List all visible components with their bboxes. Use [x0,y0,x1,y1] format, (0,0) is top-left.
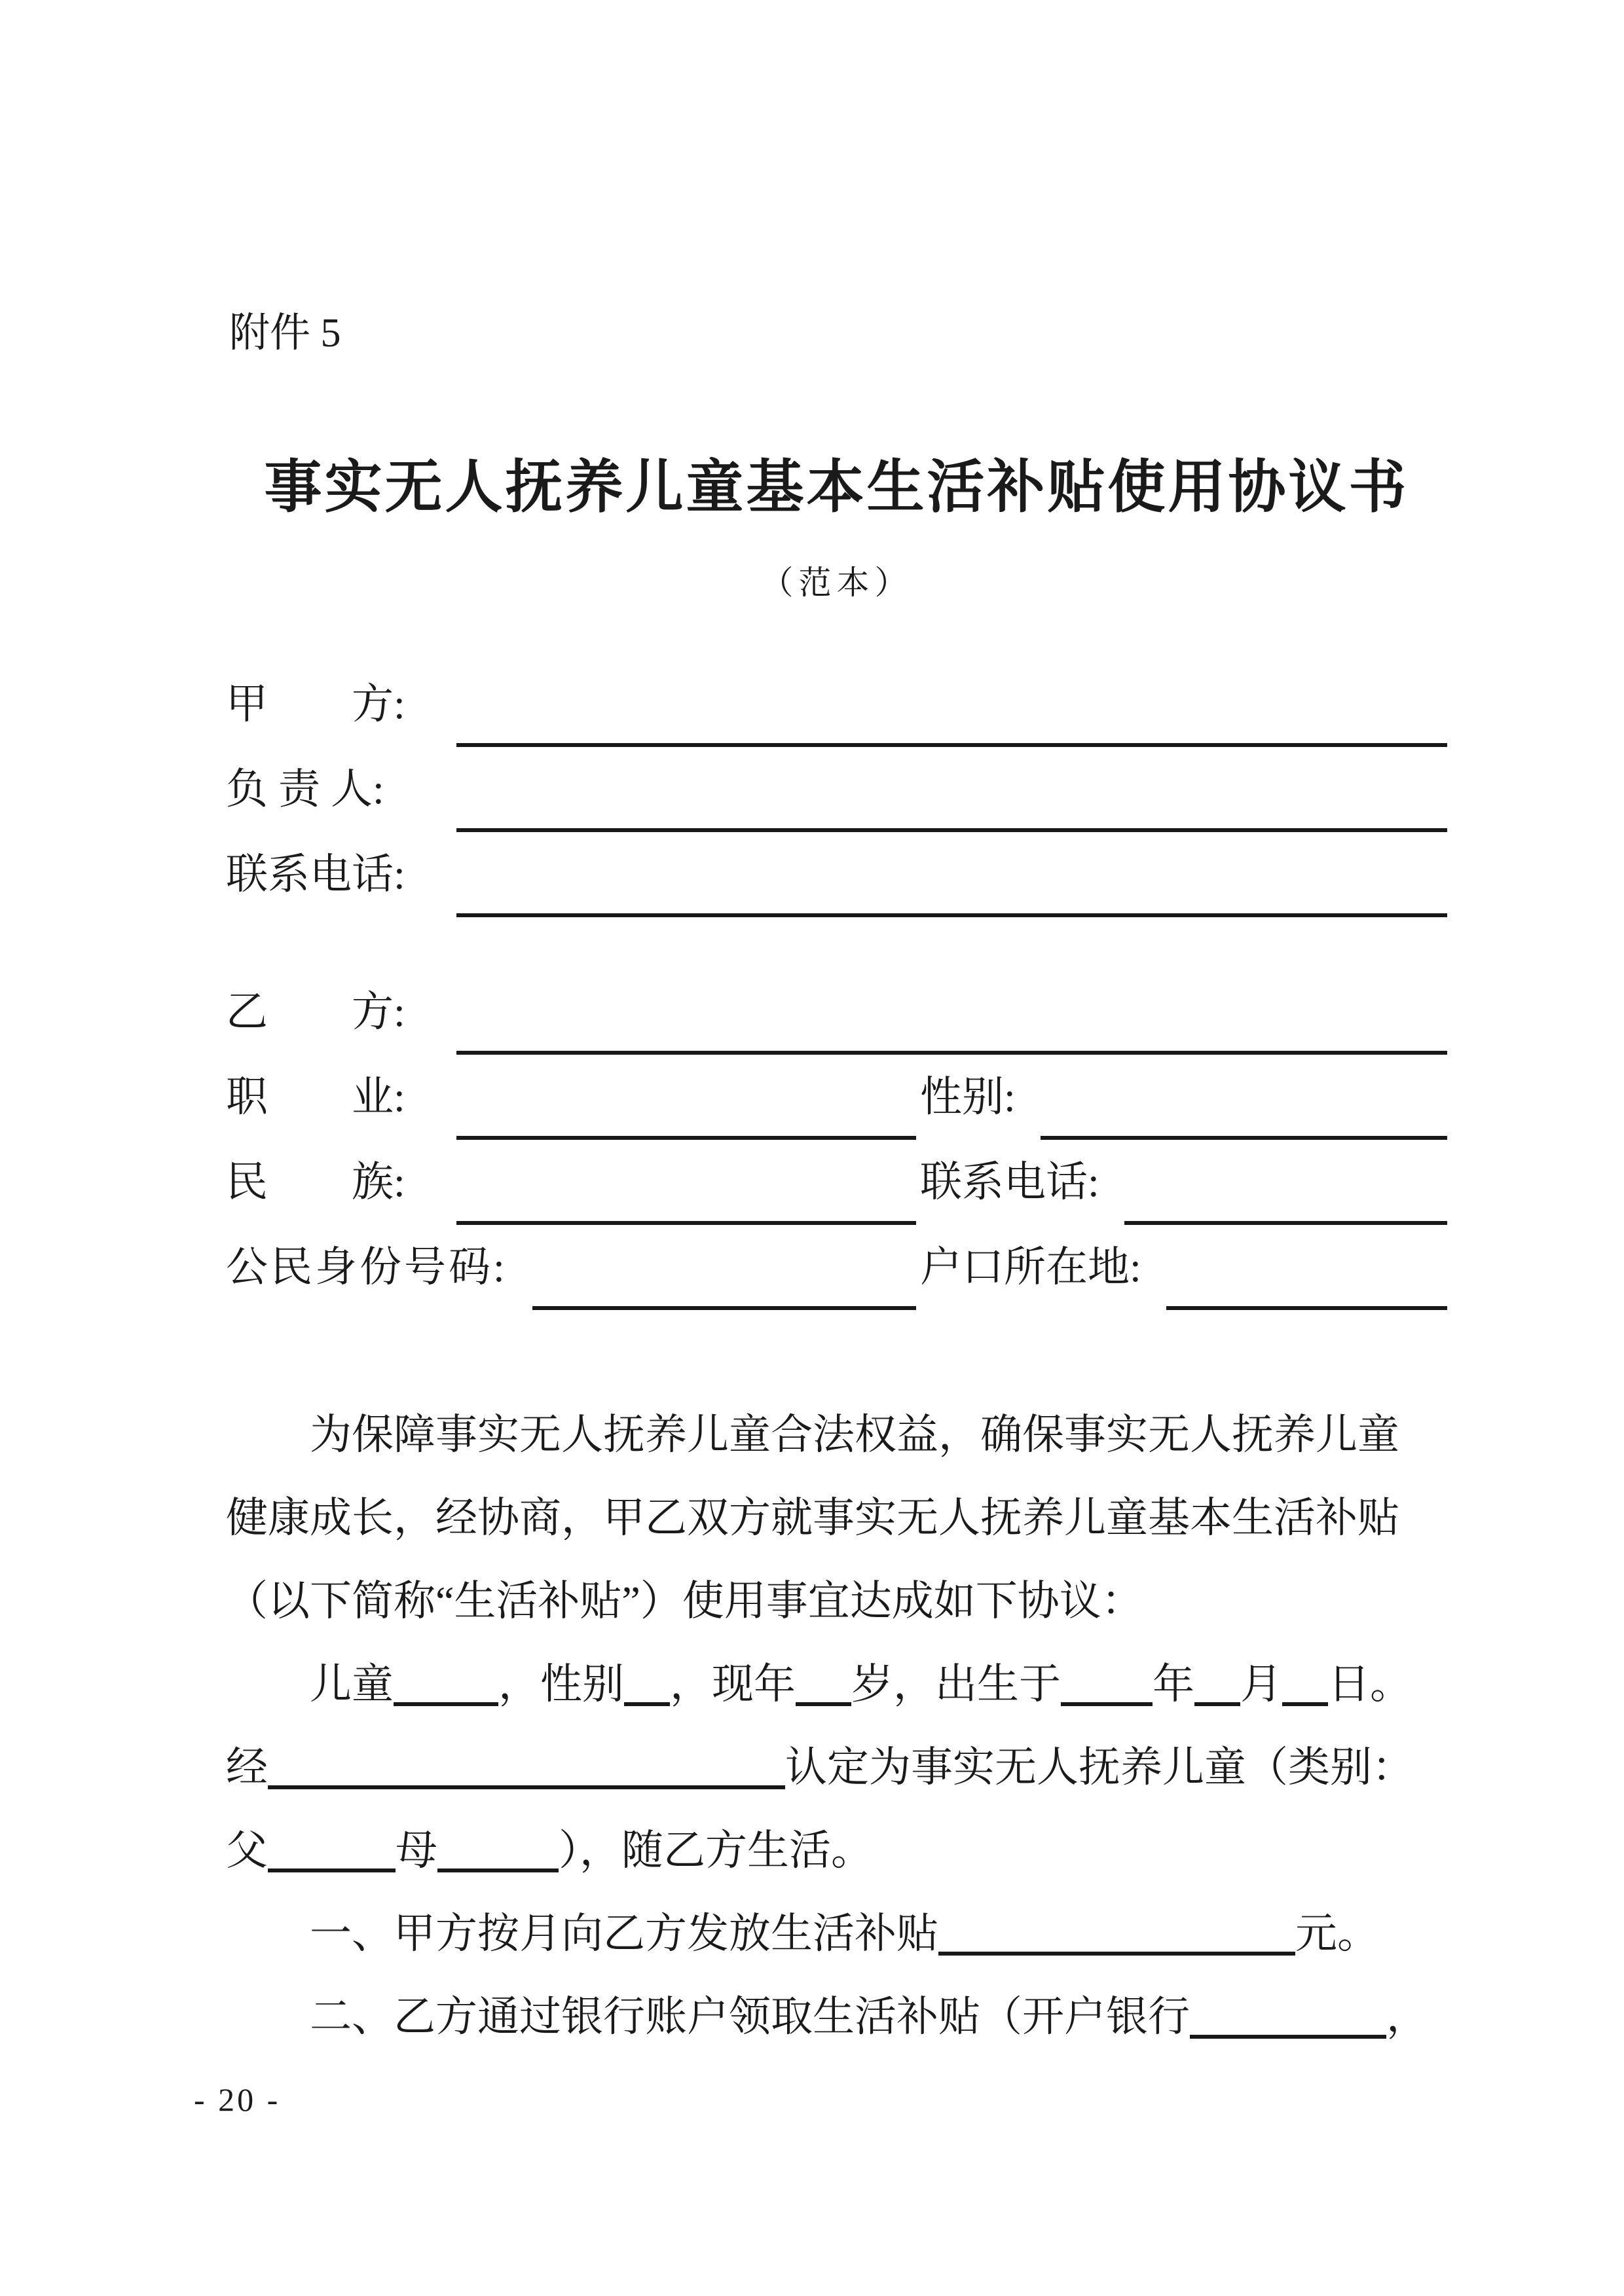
field-label-party-b: 乙 方: [226,989,405,1035]
field-label-contact-phone-a: 联系电话: [226,851,405,898]
fill-in-blank-line [456,828,1447,832]
fill-in-blank-line [1194,1666,1240,1706]
fill-in-blank-line [1166,1306,1447,1310]
text-run: ，性别 [498,1661,624,1707]
field-label-ethnicity: 民 族: [226,1159,405,1205]
text-run: 认定为事实无人抚养儿童（类别： [785,1744,1414,1791]
text-run: ，现年 [670,1661,796,1707]
party-a-fields [226,680,1447,936]
text-run: 二、乙方通过银行账户领取生活补贴（开户银行 [310,1994,1190,2040]
field-label-citizen-id: 公民身份号码: [226,1244,507,1290]
attachment-label: 附件 5 [229,311,341,355]
fill-in-blank-line [456,743,1447,747]
field-label-party-a: 甲 方: [226,681,405,727]
field-row-responsible-person [226,765,1447,832]
fill-in-blank-line [938,1915,1295,1956]
text-run: ， [1386,1994,1428,2040]
page-number: - 20 - [194,2081,281,2118]
field-row-party-b-name [226,988,1447,1055]
text-run: 健康成长，经协商，甲乙双方就事实无人抚养儿童基本生活补贴 [226,1495,1399,1541]
fill-in-blank-line [456,1136,916,1140]
paragraph-line [226,1559,1447,1643]
text-run: 母 [396,1827,437,1874]
fill-in-blank-line [624,1666,670,1706]
paragraph-line [226,1476,1447,1559]
text-run: 经 [226,1744,268,1791]
field-label-gender: 性别: [920,1074,1016,1120]
fill-in-blank-line [532,1306,916,1310]
fill-in-blank-line [1282,1666,1328,1706]
paragraph-line [226,1975,1447,2058]
paragraph-line [226,1809,1447,1892]
field-row-id-residence [226,1243,1447,1310]
fill-in-blank-line [1190,1998,1386,2039]
field-label-occupation: 职 业: [226,1074,405,1120]
party-b-fields [226,988,1447,1328]
text-run: 儿童 [310,1661,394,1707]
text-run: 月 [1240,1661,1282,1707]
field-citizen-id [226,1243,920,1310]
text-run: 年 [1153,1661,1194,1707]
text-run: 父 [226,1827,268,1874]
text-run: （以下简称“生活补贴”）使用事宜达成如下协议： [226,1578,1143,1624]
fill-in-blank-line [456,913,1447,917]
text-run: 日。 [1328,1661,1412,1707]
fill-in-blank-line [1061,1666,1153,1706]
fill-in-blank-line [1041,1136,1447,1140]
text-run: 元。 [1295,1910,1379,1957]
field-ethnicity [226,1158,920,1225]
paragraph-line [226,1643,1447,1726]
fill-in-blank-line [437,1832,559,1872]
fill-in-blank-line [796,1666,851,1706]
document-subtitle: （范本） [760,564,913,601]
field-row-ethnicity-phone [226,1158,1447,1225]
field-label-contact-phone-b: 联系电话: [920,1159,1099,1205]
field-label-responsible-person: 负 责 人: [226,766,384,812]
field-occupation [226,1073,920,1140]
text-run: 一、甲方按月向乙方发放生活补贴 [310,1910,938,1957]
fill-in-blank-line [394,1666,498,1706]
text-run: 为保障事实无人抚养儿童合法权益，确保事实无人抚养儿童 [310,1412,1399,1458]
field-row-occupation-gender [226,1073,1447,1140]
paragraph-line [226,1892,1447,1975]
document-title: 事实无人抚养儿童基本生活补贴使用协议书 [264,456,1409,520]
agreement-body [226,1393,1447,2058]
field-row-party-a-name [226,680,1447,747]
paragraph-line [226,1393,1447,1476]
field-label-residence: 户口所在地: [920,1244,1141,1290]
fill-in-blank-line [456,1051,1447,1055]
text-run: 岁，出生于 [851,1661,1061,1707]
fill-in-blank-line [268,1749,785,1789]
text-run: ），随乙方生活。 [559,1827,873,1874]
fill-in-blank-line [456,1221,916,1225]
fill-in-blank-line [268,1832,396,1872]
field-row-contact-phone-a [226,850,1447,917]
paragraph-line [226,1726,1447,1809]
fill-in-blank-line [1124,1221,1447,1225]
